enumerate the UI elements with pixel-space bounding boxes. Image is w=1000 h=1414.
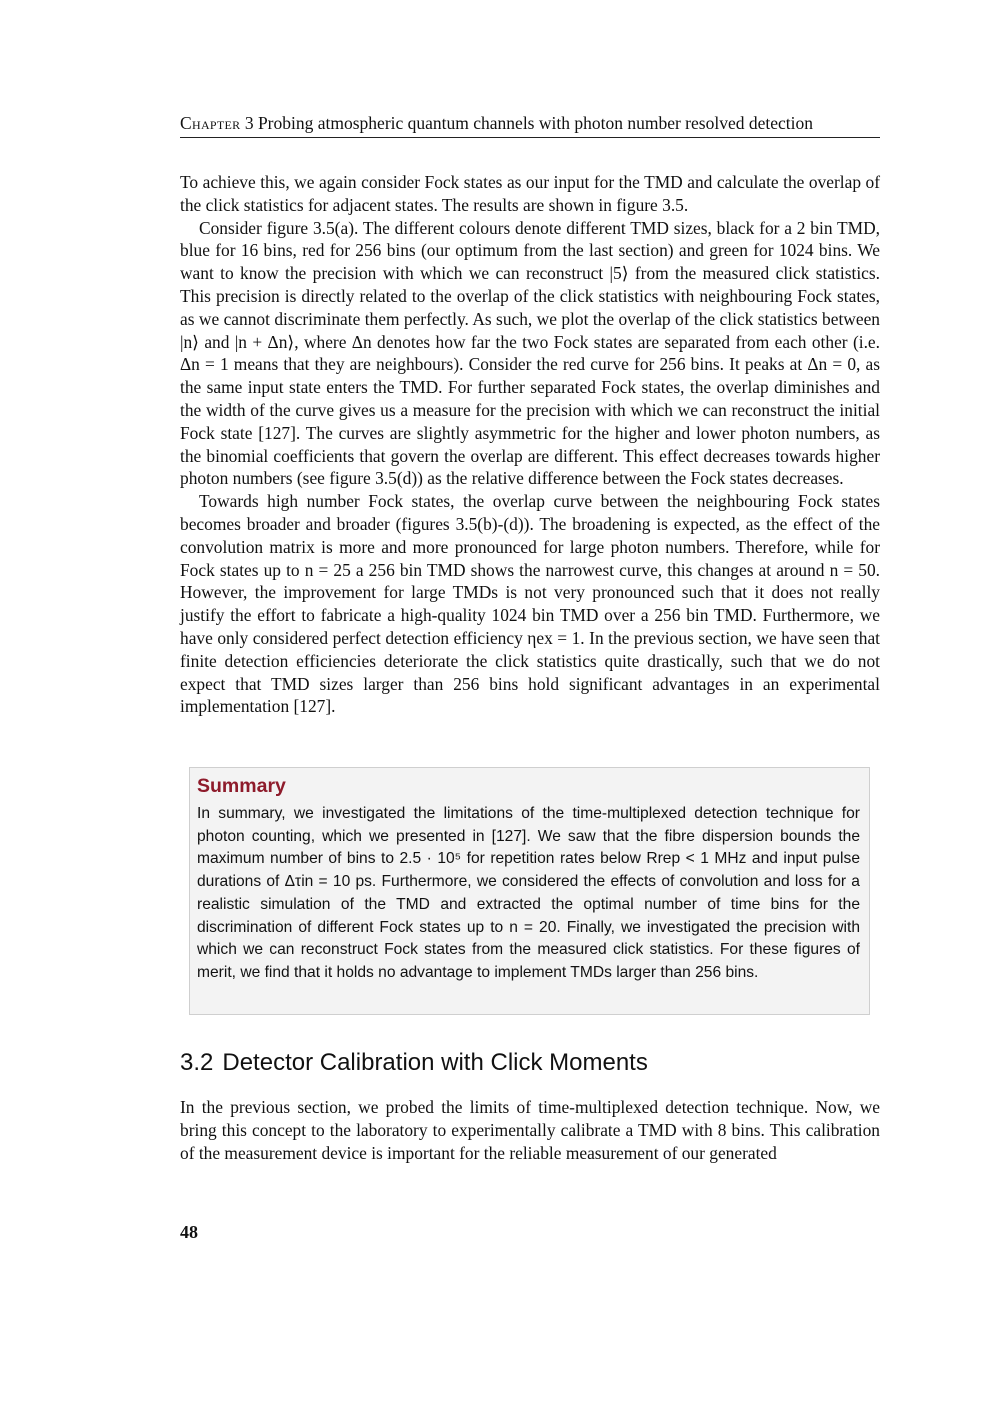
running-header (180, 112, 880, 138)
body-text (180, 171, 880, 718)
chapter-title: 3 Probing atmospheric quantum channels with photon number resolved detection (244, 113, 813, 133)
chapter-label: Chapter (180, 113, 241, 133)
paragraph-1: To achieve this, we again consider Fock states as our input for the TMD and calculate the overlap of the click statistics for adjacent states. The results are shown in figure 3.5. (180, 172, 880, 215)
section-number: 3.2 (180, 1049, 214, 1076)
summary-box (189, 767, 870, 1015)
paragraph-2: Consider figure 3.5(a). The different colours denote different TMD sizes, black for a 2 bin TMD, blue for 16 bins, red for 256 bins (our optimum from the last section) and green for 1024 bins. We want to know the precision with which we can reconstruct |5⟩ from the measured click statistics. This precision is directly related to the overlap of the click statistics with neighbouring Fock states, as we cannot discriminate them perfectly. As such, we plot the overlap of the click statistics between |n⟩ and |n + Δn⟩, where Δn denotes how far the two Fock states are separated from each other (i.e. Δn = 1 means that they are neighbours). Consider the red curve for 256 bins. It peaks at Δn = 0, as the same input state enters the TMD. For further separated Fock states, the overlap diminishes and the width of the curve gives us a measure for the precision with which we can reconstruct the initial Fock state [127]. The curves are slightly asymmetric for the higher and lower photon numbers, as the binomial coefficients that govern the overlap are different. This effect decreases towards higher photon numbers (see figure 3.5(d)) as the relative difference between the Fock states decreases. (180, 217, 880, 489)
section-body-text (180, 1096, 880, 1164)
section-heading (180, 1047, 648, 1079)
paragraph-3: Towards high number Fock states, the overlap curve between the neighbouring Fock states becomes broader and broader (figures 3.5(b)-(d)). The broadening is expected, as the effect of the convolution matrix is more and more pronounced for large photon numbers. Therefore, while for Fock states up to n = 25 a 256 bin TMD shows the narrowest curve, this changes at around n = 50. However, the improvement for large TMDs is not very pronounced such that it does not really justify the effort to fabricate a high-quality 1024 bin TMD over a 256 bin TMD. Furthermore, we have only considered perfect detection efficiency ηex = 1. In the previous section, we have seen that finite detection efficiencies deteriorate the click statistics quite drastically, such that we do not expect that TMD sizes larger than 256 bins hold significant advantages in an experimental implementation [127]. (180, 491, 880, 717)
summary-title: Summary (197, 775, 286, 797)
summary-text: In summary, we investigated the limitations of the time-multiplexed detection technique for photon counting, which we presented in [127]. We saw that the fibre dispersion bounds the maximum number of bins to 2.5 · 10⁵ for repetition rates below Rrep < 1 MHz and input pulse durations of Δτin = 10 ps. Furthermore, we considered the effects of convolution and loss for a realistic simulation of the TMD and extracted the optimal number of time bins for the discrimination of different Fock states up to n = 20. Finally, we investigated the precision with which we can reconstruct Fock states from the measured click statistics. For these figures of merit, we find that it holds no advantage to implement TMDs larger than 256 bins. (197, 805, 860, 981)
page-number: 48 (180, 1222, 198, 1242)
section-title: Detector Calibration with Click Moments (222, 1049, 648, 1076)
section-paragraph: In the previous section, we probed the limits of time-multiplexed detection technique. Now, we bring this concept to the laboratory to experimentally calibrate a TMD with 8 bins. This calibration of the measurement device is important for the reliable measurement of our generated (180, 1097, 880, 1163)
